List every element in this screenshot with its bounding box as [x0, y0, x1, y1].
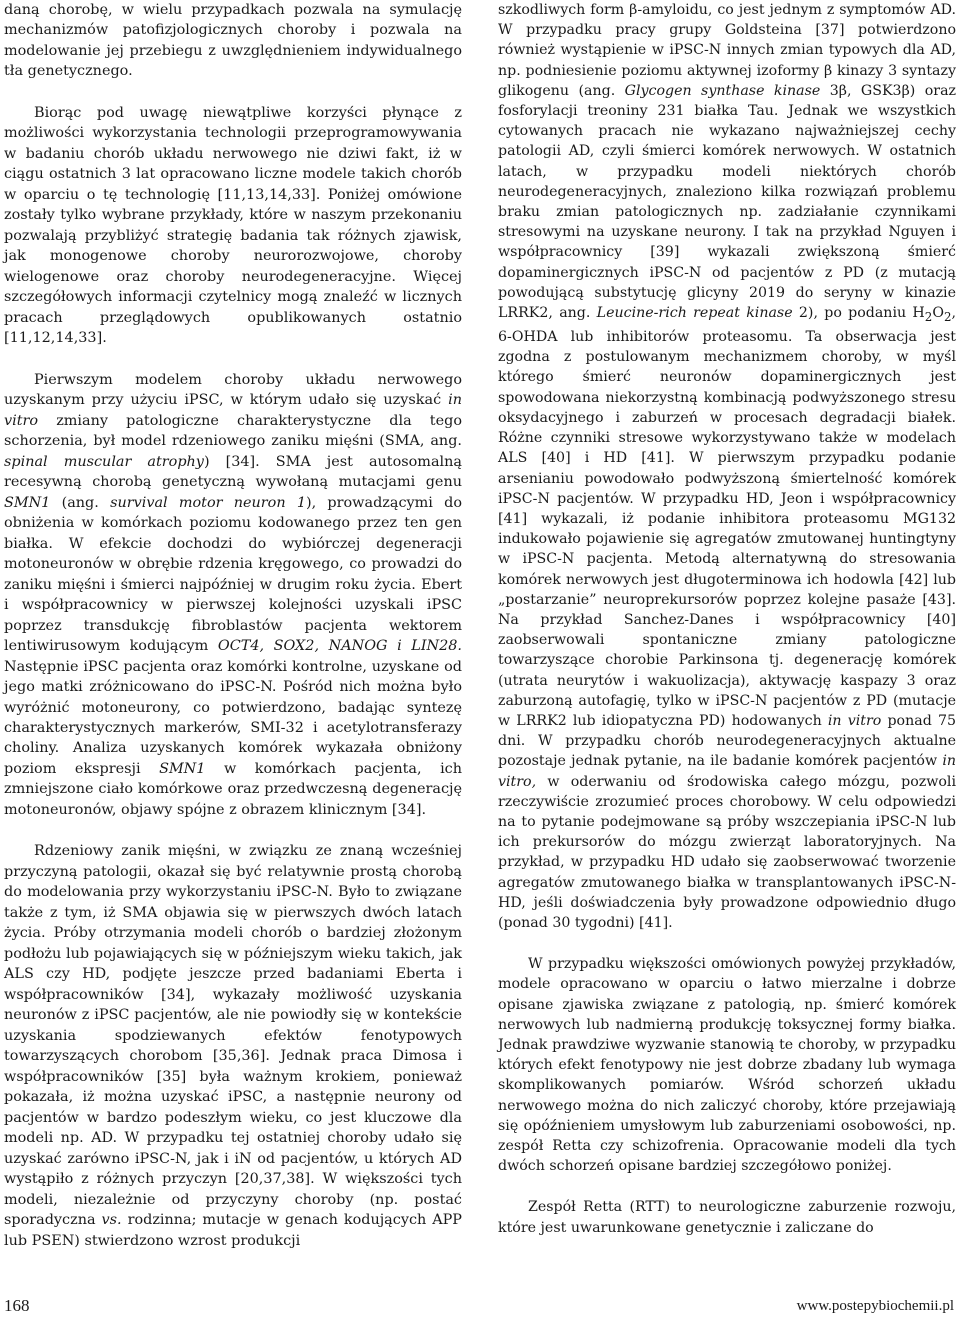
text-run: szkodliwych form β-amyloidu, co jest jednym z symptomów AD. W przypadku pracy grupy Goldsteina [37] potwierdzono również wystąpienie w iPSC-N innych zmian typowych dla AD, np. podniesienie poziomu aktywnej izoformy β kinazy 3 syntazy glikogenu (ang. — [498, 2, 956, 99]
text-run: Zespół Retta (RTT) to neurologiczne zaburzenie rozwoju, które jest uwarunkowane genetycznie i zaliczane do — [498, 1199, 956, 1236]
text-run: 3β, GSK3β) oraz fosforylacji treoniny 231 białka Tau. Jednak we wszystkich cytowanych pracach nie wykazano najważniejszej cechy patologii AD, czyli śmierci komórek nerwowych. W ostatnich latach, w przypadku modeli niektórych chorób neurodegeneracyjnych, znaleziono kilka rozwiązań problemu braku zmian patologicznych np. zadziałanie czynnikami stresowymi na uzyskane neurony. I tak na przykład Nguyen i współpracownicy [39] wykazali zwiększoną śmierć dopaminergicznych iPSC-N od pacjentów z PD (z mutacją powodującą substytucję glicyny 2019 do seryny w kinazie LRRK2, ang. — [498, 82, 957, 322]
text-run: daną chorobę, w wielu przypadkach pozwala na symulację mechanizmów patofizjologicznych choroby i pozwala na modelowanie jej przebiegu z uwzględnieniem indywidualnego tła genetycznego. — [4, 2, 462, 80]
text-run: O — [932, 305, 944, 322]
text-run: Pierwszym modelem choroby układu nerwowego uzyskanym przy użyciu iPSC, w którym udało się uzyskać — [4, 371, 462, 409]
paragraph — [4, 103, 462, 349]
text-run: (ang. — [50, 494, 111, 511]
journal-website: www.postepybiochemii.pl — [796, 1298, 954, 1314]
text-run: ponad 75 dni. W przypadku chorób neurodegeneracyjnych aktualne pozostaje jednak pytanie, na ile badanie komórek pacjentów — [498, 712, 956, 770]
paragraph — [498, 954, 956, 1176]
italic-term: vs. — [101, 1212, 122, 1229]
text-run: w komórkach pacjenta, ich zmniejszone ciało komórkowe oraz przedwczesną degenerację motoneuronów, objawy spójne z obrazem klinicznym [34]. — [4, 760, 462, 818]
italic-term: survival motor neuron 1 — [110, 494, 306, 511]
paragraph — [4, 0, 462, 82]
italic-term: spinal muscular atrophy — [4, 453, 204, 470]
text-run: , 6-OHDA lub inhibitorów proteasomu. Ta obserwacja jest zgodna z postulowanym mechanizmem choroby, w myśl którego śmierć neuronów dopaminergicznych jest spowodowana niekorzystną kombinacją podwyższonego stresu oksydacyjnego i zaburzeń w procesach degradacji białek. Różne czynniki stresowe wykorzystywano także w modelach ALS [40] i HD [41]. W pierwszym przypadku podanie arsenianiu powodowało podwyższoną śmiertelność komórek iPSC-N pacjentów. W przypadku HD, Jeon i współpracownicy [41] wykazali, iż podanie inhibitora proteasomu MG132 indukowało pojawienie się agregatów zmutowanej huntingtyny w iPSC-N pacjenta. Metodą alternatywną do stresowania komórek nerwowych jest długoterminowa ich hodowla [42] lub „postarzanie” neuroprekursorów poprzez kolejne pasaże [43]. Na przykład Sanchez-Danes i współpracownicy [40] zaobserwowali spontaniczne zmiany patologiczne towarzyszące chorobie Parkinsona tj. degenerację komórek (utrata neurytów i wakuolizacja), aktywację kaspazy 3 oraz zaburzoną autofagię, tylko w iPSC-N pacjentów z PD (mutacje w LRRK2 lub idiopatyczna PD) hodowanych — [498, 305, 956, 729]
paragraph — [4, 841, 462, 1251]
text-run: rodzinna; mutacje w genach kodujących APP lub PSEN) stwierdzono wzrost produkcji — [4, 1212, 462, 1249]
italic-term: SMN1 — [159, 760, 206, 777]
text-run: w oderwaniu od środowiska całego mózgu, pozwoli rzeczywiście zrozumieć proces chorobowy. W celu odpowiedzi na to pytanie podejmowane są próby wszczepiania iPSC-N lub ich prekursorów do mózgu zwierząt laboratoryjnych. Na przykład, w przypadku HD udało się zaobserwować tworzenie agregatów zmutowanego białka w transplantowanych iPSC-N-HD, jeśli doświadczenia były prowadzone odpowiednio długo (ponad 30 tygodni) [41]. — [498, 773, 956, 931]
italic-term: in vitro — [827, 712, 882, 729]
text-run: 2), po podaniu H — [792, 305, 925, 322]
right-column — [498, 0, 956, 1238]
page-number: 168 — [4, 1296, 30, 1315]
paragraph — [498, 0, 956, 933]
italic-term: Leucine-rich repeat kinase — [596, 305, 793, 322]
paragraph — [4, 370, 462, 821]
italic-term: in vitro — [4, 392, 462, 429]
italic-term: OCT4, SOX2, NANOG i LIN28. — [217, 638, 462, 655]
text-run: W przypadku większości omówionych powyżej przykładów, modele opracowano w oparciu o łatwo mierzalne i dobrze opisane zjawiska związane z patologią, np. śmierć komórek nerwowych lub nadmierną produkcję toksycznej formy białka. Jednak prawdziwe wyzwanie stanowią te choroby, w przypadku których efekt fenotypowy nie jest dobrze zbadany lub wymaga skomplikowanych pomiarów. Wśród schorzeń układu nerwowego można do nich zaliczyć choroby, które przejawiają się opóźnieniem umysłowym lub zaburzeniami osobowości, np. zespół Retta czy schizofrenia. Opracowanie modeli dla tych dwóch schorzeń opisane bardziej szczegółowo poniżej. — [498, 956, 956, 1175]
text-run: ), prowadzącymi do obniżenia w komórkach poziomu kodowanego przez ten gen białka. W efekcie dochodzi do wybiórczej degeneracji motoneuronów w obrębie rdzenia kręgowego, co prowadzi do zaniku mięśni i śmierci najpóźniej w drugim roku życia. Ebert i współpracownicy w pierwszej kolejności uzyskali iPSC poprzez transdukcję fibroblastów pacjenta wektorem lentiwirusowym kodującym — [4, 494, 462, 655]
paragraph — [498, 1197, 956, 1237]
subscript: 2 — [943, 309, 952, 324]
text-run: zmiany patologiczne charakterystyczne dla tego schorzenia, był model rdzeniowego zaniku mięśni (SMA, ang. — [4, 412, 462, 450]
italic-term: Glycogen synthase kinase — [624, 82, 821, 99]
text-run: Biorąc pod uwagę niewątpliwe korzyści płynące z możliwości wykorzystania technologii przeprogramowywania w badaniu chorób układu nerwowego nie dziwi fakt, iż w ciągu ostatnich 3 lat opracowano liczne modele takich chorób w oparciu o tę technologię [11,13,14,33]. Poniżej omówione zostały tylko wybrane przykłady, które w naszym przekonaniu pozwalają przybliżyć strategię badania tak różnych zjawisk, jak monogenowe choroby neurorozwojowe, choroby wielogenowe oraz choroby neurodegeneracyjne. Więcej szczegółowych informacji czytelnicy mogą znaleźć w licznych pracach przeglądowych opublikowanych ostatnio [11,12,14,33]. — [4, 104, 462, 347]
text-run: ) [34]. SMA jest autosomalną recesywną chorobą genetyczną wywołaną mutacjami genu — [4, 453, 462, 491]
subscript: 2 — [924, 309, 933, 324]
text-run: Rdzeniowy zanik mięśni, w związku ze znaną wcześniej przyczyną patologii, okazał się być relatywnie prostą chorobą do modelowania przy wykorzystaniu iPSC-N. Było to związane także z tym, iż SMA objawia się w pierwszych dwóch latach życia. Próby otrzymania modeli chorób o bardziej złożonym podłożu lub pojawiających się w późniejszym wieku takich, jak ALS czy HD, podjęte jeszcze przed badaniami Eberta i współpracowników [34], wykazały możliwość uzyskania neuronów z iPSC pacjentów, ale nie powiodły się w kontekście uzyskania spodziewanych efektów fenotypowych towarzyszących chorobom [35,36]. Jednak praca Dimosa i współpracowników [35] była ważnym krokiem, ponieważ pokazała, iż można uzyskać iPSC, a następnie neurony od pacjentów w bardzo podeszłym wieku, co jest kluczowe dla modeli np. AD. W przypadku tej ostatniej choroby udało się uzyskać zarówno iPSC-N, jak i iN od pacjentów, u których AD wystąpiło z różnych przyczyn [20,37,38]. W większości tych modeli, niezależnie od przyczyny choroby (np. postać sporadyczna — [4, 843, 462, 1229]
italic-term: in vitro, — [498, 753, 956, 790]
left-column — [4, 0, 462, 1251]
text-run: Następnie iPSC pacjenta oraz komórki kontrolne, uzyskane od jego matki zróżnicowano do iPSC-N. Pośród nich można było wyróżnić motoneurony, co potwierdzono, badając syntezę charakterystycznych markerów, SMI-32 i acetylotransferazy choliny. Analiza uzyskanych komórek wykazała obniżony poziom ekspresji — [4, 658, 462, 777]
italic-term: SMN1 — [4, 494, 51, 511]
